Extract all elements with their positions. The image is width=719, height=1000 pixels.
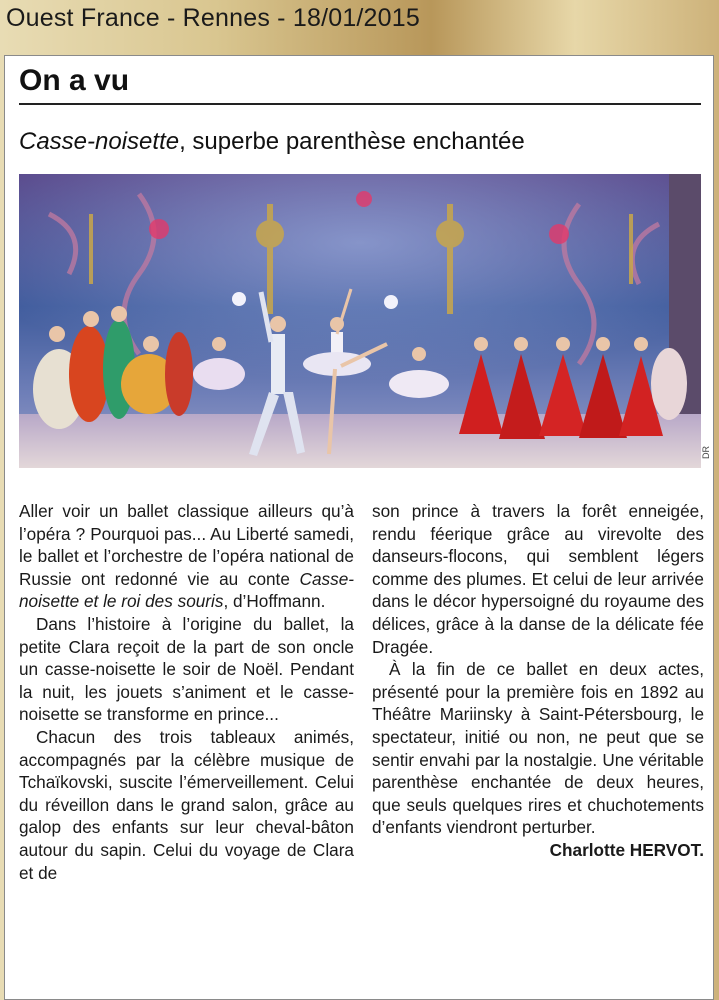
ballet-photo	[19, 174, 701, 468]
paragraph-2: Dans l’histoire à l’origine du ballet, la petite Clara reçoit de la part de son oncle un casse-noisette le soir de Noël. Pendant la nuit, les jouets s’animent et le casse-noisette se transforme en prince...	[19, 613, 354, 725]
article-headline	[19, 128, 525, 156]
paragraph-1	[19, 500, 354, 613]
headline-italic: Casse-noisette	[19, 128, 180, 155]
paragraph-3-continued: son prince à travers la forêt enneigée, rendu féerique grâce au virevolte des danseurs-flocons, qui semblent légers comme des plumes. Et celui de leur arrivée dans le décor hypersoigné du royaume des délices, grâce à la danse de la délicate fée Dragée.	[372, 501, 704, 657]
photo-credit: DR	[701, 446, 711, 459]
paragraph-1-text-b: , d’Hoffmann.	[223, 591, 326, 612]
article-sheet	[4, 55, 714, 1000]
headline-rest: , superbe parenthèse enchantée	[179, 128, 525, 155]
paragraph-1-italic-title: Casse-noisette et le roi des souris	[19, 568, 354, 612]
author-signature: Charlotte HERVOT.	[549, 839, 704, 860]
rubric-divider	[19, 103, 701, 105]
rubric-title: On a vu	[19, 64, 130, 97]
article-column-right	[372, 500, 704, 862]
paragraph-1-text-a: Aller voir un ballet classique ailleurs qu’à l’opéra ? Pourquoi pas... Au Liberté samedi, le ballet et l’orchestre de l’opéra national de Russie ont redonné vie au conte	[19, 501, 354, 589]
paragraph-3: Chacun des trois tableaux animés, accompagnés par la célèbre musique de Tchaïkovski, suscite l’émerveillement. Celui du réveillon dans le grand salon, grâce au galop des enfants sur leur cheval-bâton autour du sapin. Celui du voyage de Clara et de	[19, 726, 354, 883]
ballet-stage-illustration	[19, 174, 701, 468]
paragraph-4: À la fin de ce ballet en deux actes, présenté pour la première fois en 1892 au Théâtre Mariinsky à Saint-Pétersbourg, le spectateur, initié ou non, ne peut que se sentir envahi par la nostalgie. Une véritable parenthèse enchantée de deux heures, que seuls quelques rires et chuchotements d’enfants viendront perturber.	[372, 659, 704, 838]
article-column-left	[19, 500, 354, 884]
masthead: Ouest France - Rennes - 18/01/2015	[6, 4, 420, 32]
